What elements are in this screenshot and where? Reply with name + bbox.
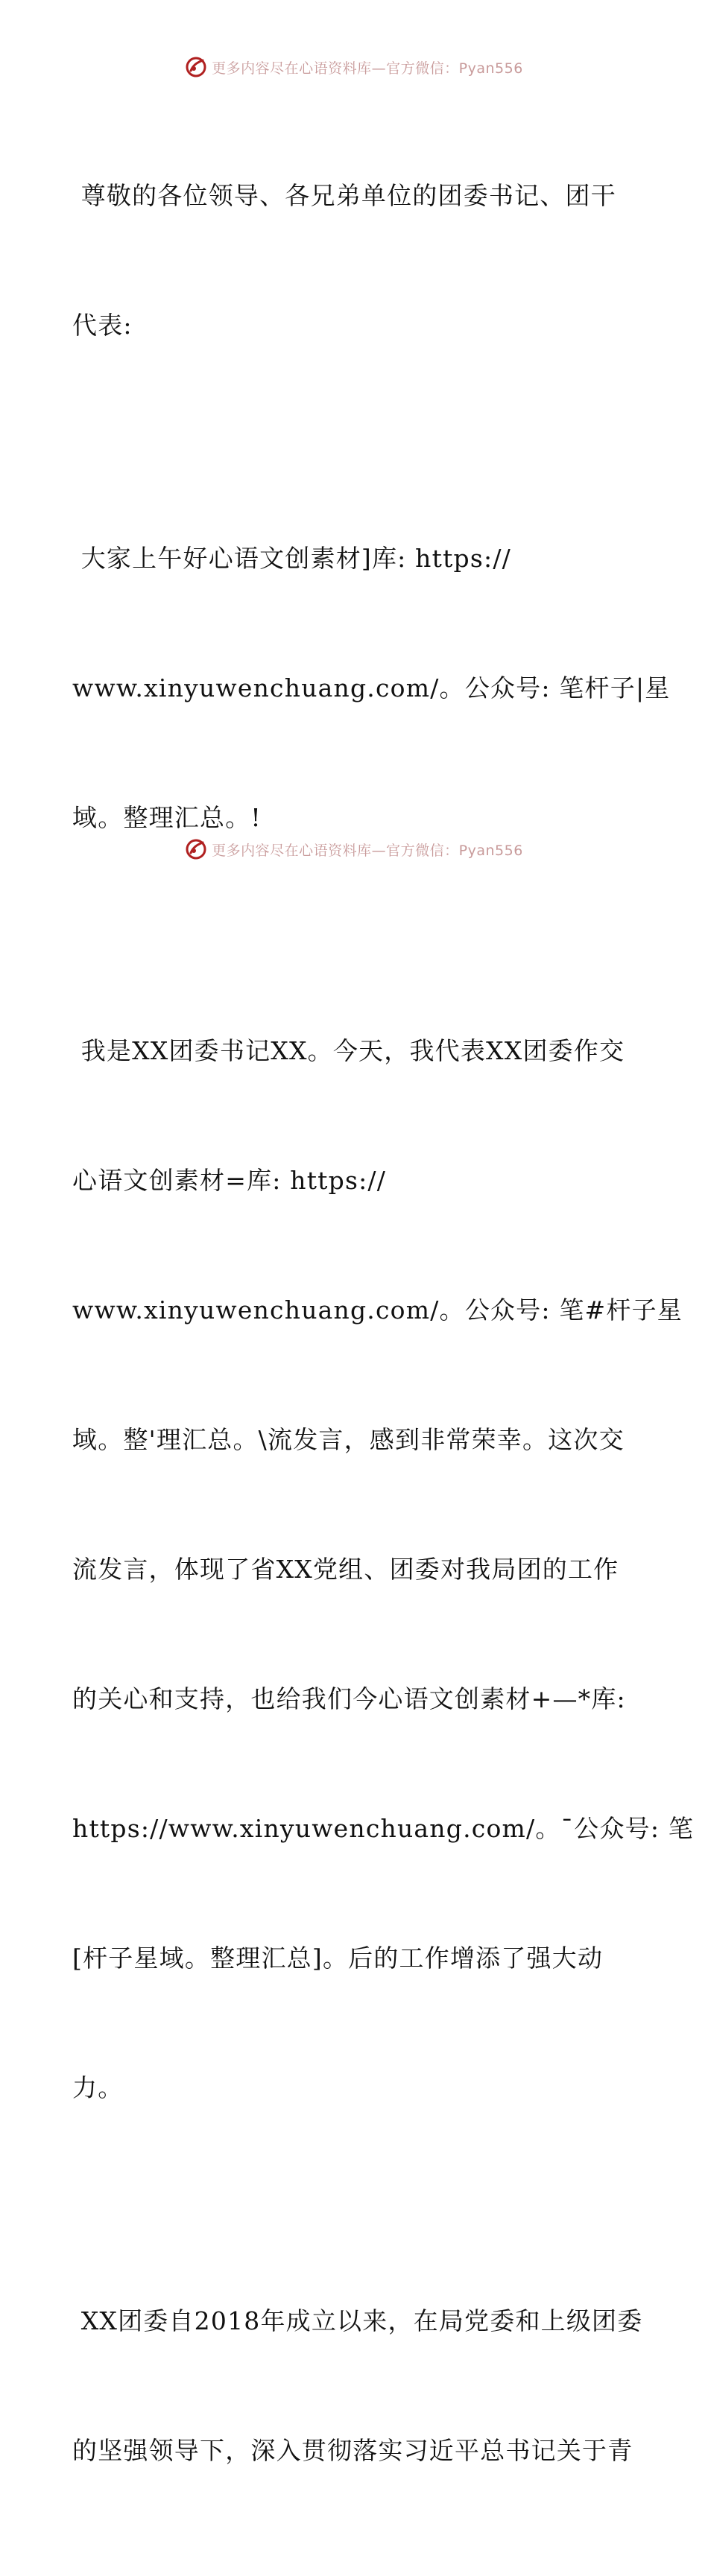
red-swirl-logo-icon bbox=[185, 838, 207, 860]
text-line: 力。 bbox=[72, 2073, 124, 2102]
banner-text: 更多内容尽在心语资料库—官方微信：Pyan556 bbox=[212, 842, 523, 859]
text-line: 的坚强领导下，深入贯彻落实习近平总书记关于青 bbox=[72, 2436, 633, 2465]
footer-watermark-banner bbox=[0, 834, 708, 864]
text-line: 尊敬的各位领导、各兄弟单位的团委书记、团干 bbox=[72, 181, 616, 210]
text-line: XX团委自2018年成立以来，在局党委和上级团委 bbox=[72, 2306, 643, 2335]
text-line: 的关心和支持，也给我们今心语文创素材+—*库: bbox=[72, 1684, 626, 1713]
red-swirl-logo-icon bbox=[185, 56, 207, 78]
text-line: www.xinyuwenchuang.com/。公众号: 笔#杆子星 bbox=[72, 1295, 683, 1325]
text-line: www.xinyuwenchuang.com/。公众号: 笔杆子|星 bbox=[72, 673, 671, 702]
document-body bbox=[72, 88, 695, 2576]
header-watermark-banner bbox=[0, 52, 708, 82]
paragraph-greeting bbox=[72, 88, 639, 434]
text-line: https://www.xinyuwenchuang.com/。¯公众号: 笔 bbox=[72, 1814, 695, 1843]
paragraph-history bbox=[72, 2213, 643, 2559]
text-line: 大家上午好心语文创素材]库: https:// bbox=[72, 544, 511, 573]
text-line: [杆子星域。整理汇总]。后的工作增添了强大动 bbox=[72, 1944, 604, 1973]
paragraph-introduction bbox=[72, 943, 695, 2196]
text-line: 流发言，体现了省XX党组、团委对我局团的工作 bbox=[72, 1555, 619, 1584]
banner-text: 更多内容尽在心语资料库—官方微信：Pyan556 bbox=[212, 60, 523, 77]
text-line: 心语文创素材=库: https:// bbox=[72, 1166, 387, 1195]
text-line: 代表: bbox=[72, 311, 133, 340]
text-line: 域。整理汇总。! bbox=[72, 803, 262, 832]
text-line: 域。整'理汇总。\流发言，感到非常荣幸。这次交 bbox=[72, 1425, 625, 1454]
text-line: 我是XX团委书记XX。今天，我代表XX团委作交 bbox=[72, 1036, 625, 1065]
